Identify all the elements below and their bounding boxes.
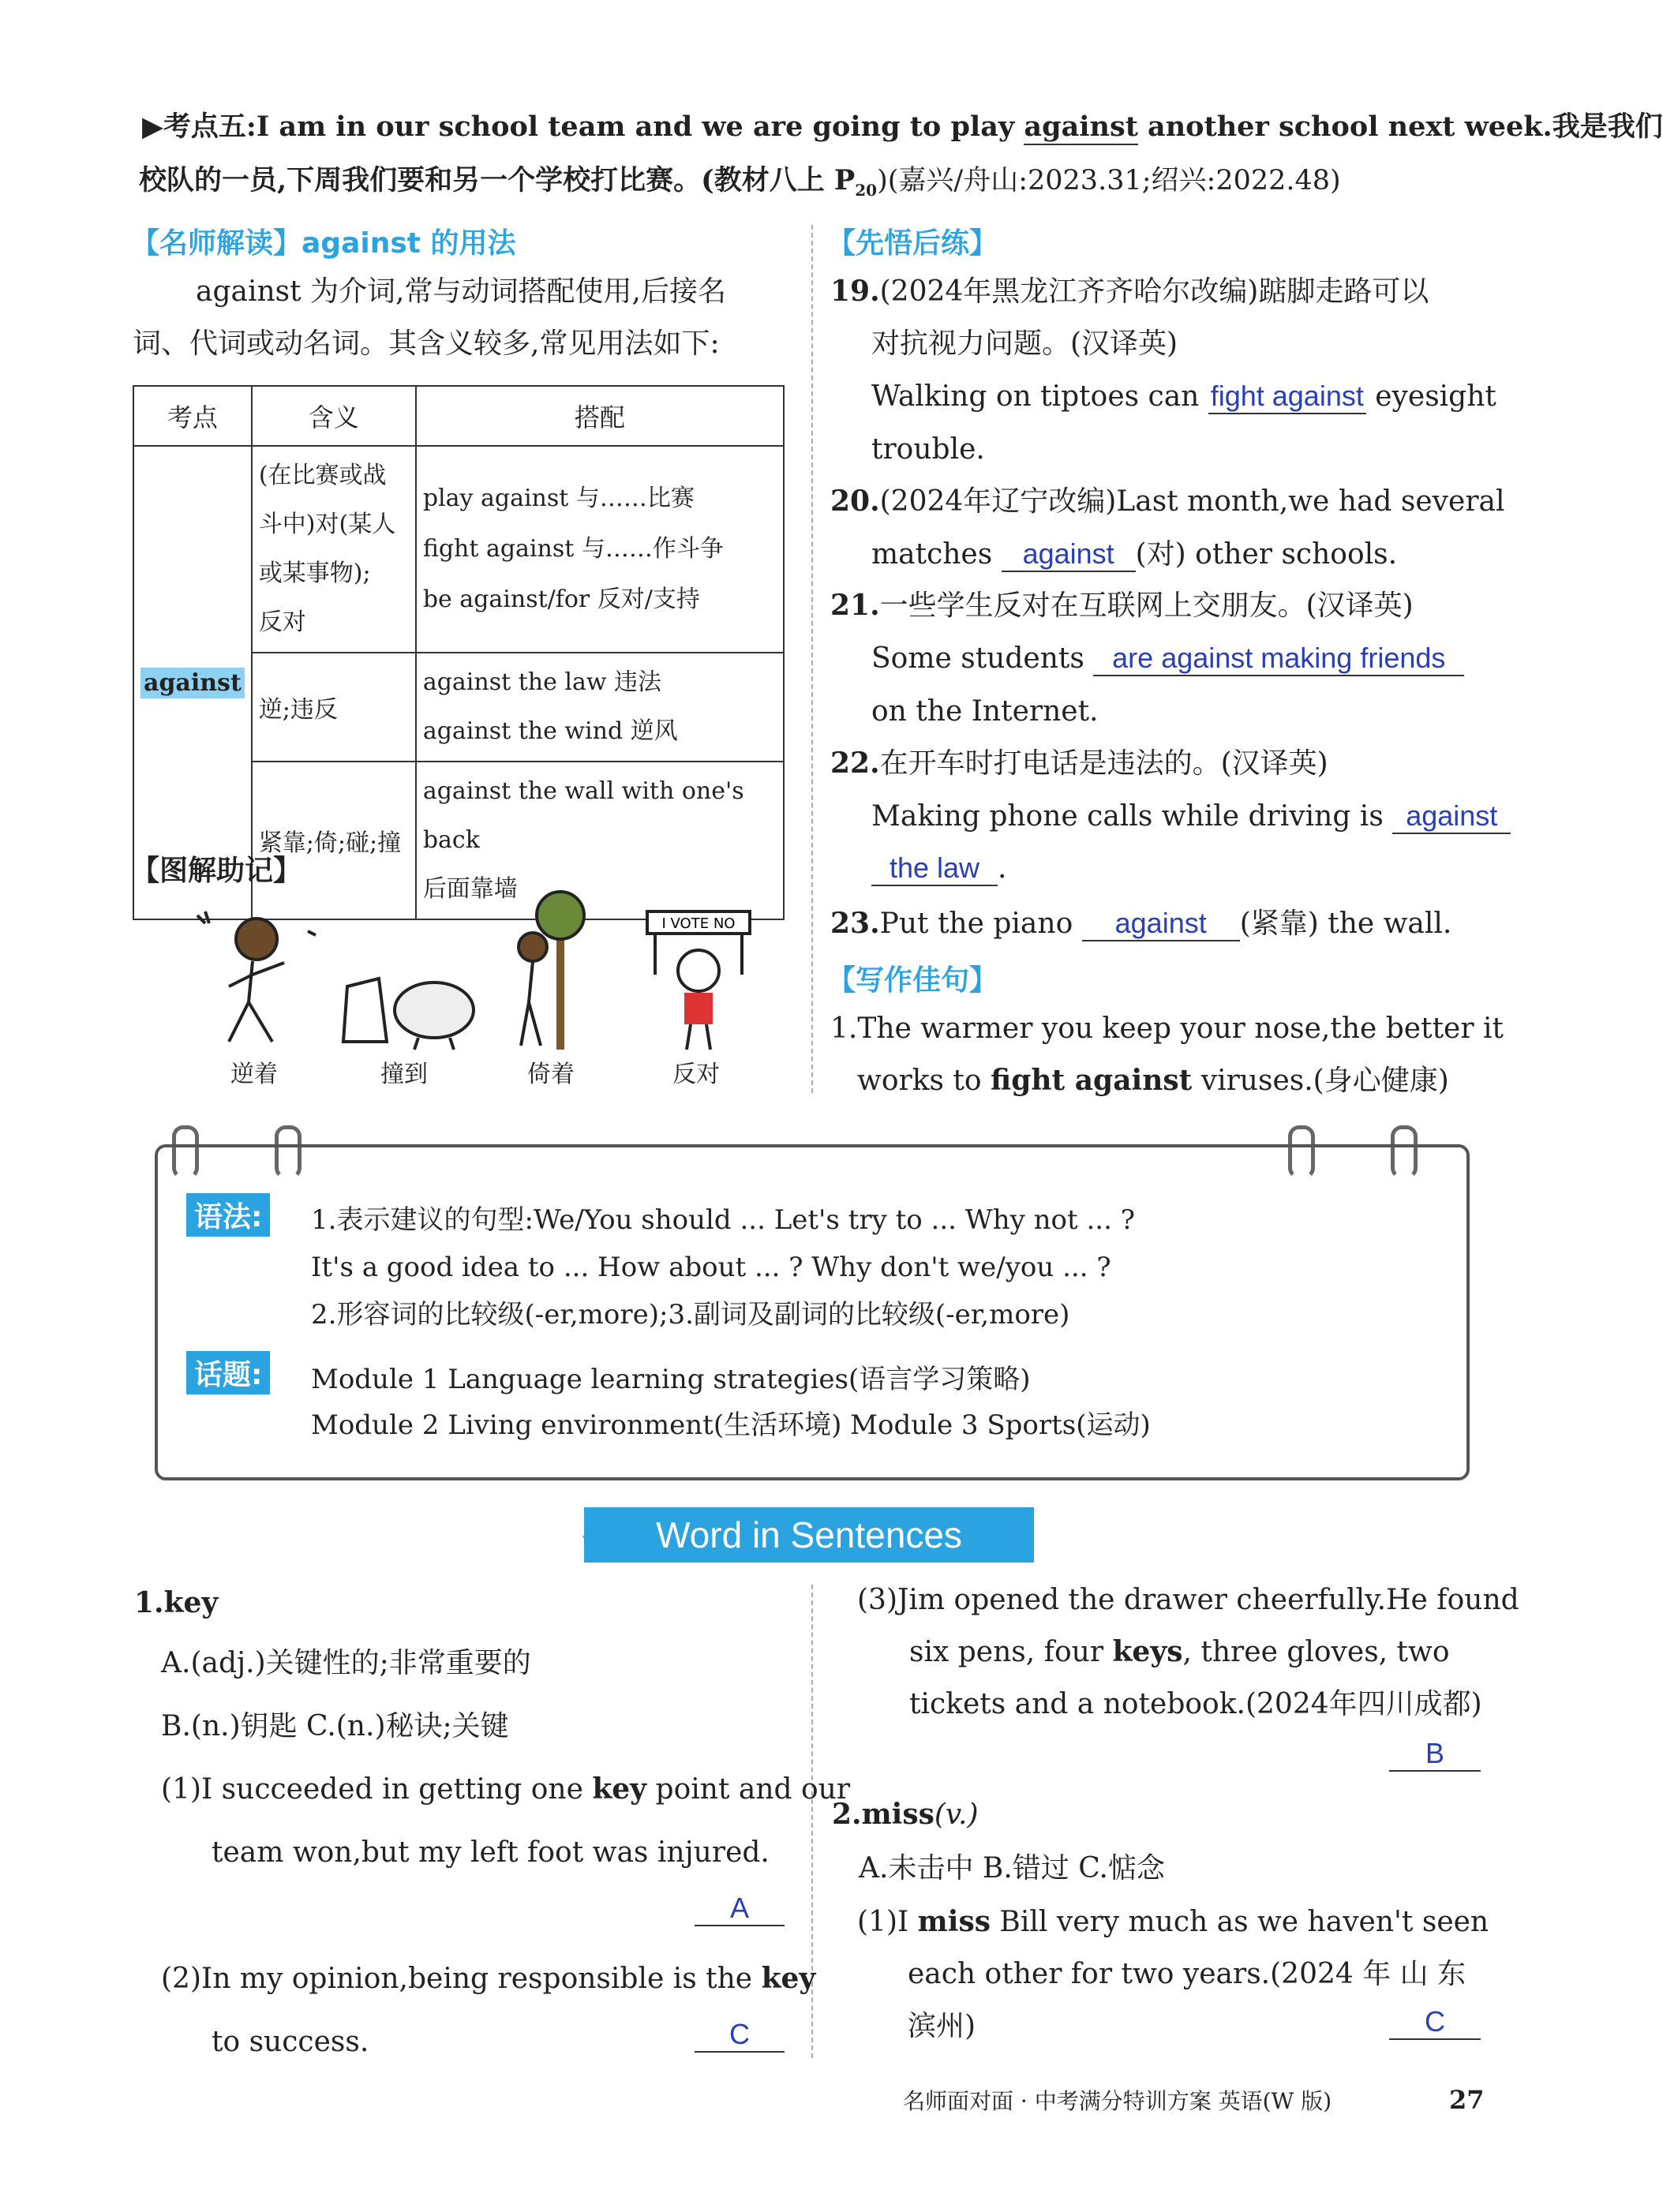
diamond-icon: ◆ — [582, 1521, 601, 1549]
topic-tag: 话题: — [186, 1351, 270, 1394]
topic-line1: Module 1 Language learning strategies(语言学习策略) — [311, 1364, 1031, 1395]
q21-answer: are against making friends — [1093, 641, 1464, 676]
word2-title: 2.miss(v.) — [832, 1798, 979, 1831]
q22-line3: the law . — [871, 851, 1006, 886]
word1-s2-answer: C — [695, 2017, 785, 2053]
word1-s3: (3)Jim opened the drawer cheerfully.He found — [857, 1584, 1519, 1616]
q22-answer-1: against — [1392, 799, 1511, 834]
grammar-line3: 2.形容词的比较级(-er,more);3.副词及副词的比较级(-er,more) — [311, 1299, 1070, 1331]
word2-s1: (1)I miss Bill very much as we haven't seen — [857, 1905, 1489, 1938]
word2-s1-line2: each other for two years.(2024 年 山 东 — [908, 1958, 1466, 1990]
word1-s2: (2)In my opinion,being responsible is the key — [161, 1962, 816, 1995]
word2-opts: A.未击中 B.错过 C.惦念 — [859, 1852, 1165, 1885]
q22-line2: Making phone calls while driving is against — [871, 799, 1511, 834]
topic-line2: Module 2 Living environment(生活环境) Module 3 Sports(运动) — [311, 1409, 1151, 1441]
word2-s1-line3: 滨州) — [908, 2010, 976, 2042]
tujie-label: 倚着 — [527, 1061, 575, 1088]
jiedu-p2: 词、代词或动名词。其含义较多,常见用法如下: — [133, 327, 720, 360]
xianwu-header: 【先悟后练】 — [827, 227, 998, 260]
word1-s1-answer: A — [695, 1891, 785, 1926]
q21: 21.一些学生反对在互联网上交朋友。(汉译英) — [830, 589, 1414, 622]
q22-answer-2: the law — [871, 851, 998, 886]
column-divider — [811, 225, 813, 1093]
footer-text: 名师面对面 · 中考满分特训方案 英语(W 版) — [903, 2088, 1332, 2114]
section-banner: Word in Sentences — [584, 1507, 1034, 1563]
word2-s1-answer: C — [1389, 2004, 1481, 2040]
grammar-line1: 1.表示建议的句型:We/You should ... Let's try to ... Why not ... ? — [311, 1204, 1135, 1236]
figure-bumping — [343, 979, 474, 1050]
word1-opt-bc: B.(n.)钥匙 C.(n.)秘诀;关键 — [161, 1710, 509, 1742]
xiezuo-line1: 1.The warmer you keep your nose,the better it — [830, 1012, 1504, 1045]
word1-s2-line2: to success. — [212, 2026, 369, 2058]
q19: 19.(2024年黑龙江齐齐哈尔改编)踮脚走路可以 — [830, 275, 1429, 308]
grammar-line2: It's a good idea to ... How about ... ? Why don't we/you ... ? — [311, 1252, 1111, 1283]
q23-answer: against — [1082, 906, 1240, 941]
grammar-tag: 语法: — [186, 1193, 270, 1237]
q20: 20.(2024年辽宁改编)Last month,we had several — [830, 485, 1505, 518]
q21-line3: on the Internet. — [871, 695, 1099, 728]
table-cell: 逆;违反 — [252, 653, 416, 762]
tujie-label: 撞到 — [380, 1061, 428, 1088]
q22: 22.在开车时打电话是违法的。(汉译英) — [830, 747, 1328, 780]
jiedu-p1: against 为介词,常与动词搭配使用,后接名 — [196, 275, 726, 308]
q21-line2: Some students are against making friends — [871, 641, 1464, 676]
q19-line3: Walking on tiptoes can fight against eyesight — [871, 379, 1496, 414]
tujie-label: 逆着 — [230, 1061, 278, 1088]
page-number: 27 — [1449, 2085, 1485, 2115]
tujie-header: 【图解助记】 — [131, 855, 302, 887]
figure-protesting — [647, 911, 750, 1050]
word1-s3-line3: tickets and a notebook.(2024年四川成都) — [909, 1688, 1482, 1720]
q20-line2: matches against (对) other schools. — [871, 537, 1397, 572]
word1-s3-line2: six pens, four keys, three gloves, two — [909, 1635, 1450, 1668]
jiedu-header: 【名师解读】against 的用法 — [131, 227, 516, 260]
word1-title: 1.key — [134, 1586, 219, 1619]
table-header: 含义 — [252, 386, 416, 446]
word1-s1: (1)I succeeded in getting one key point and our — [161, 1772, 851, 1806]
figure-walking — [197, 911, 316, 1042]
xiezuo-line2: works to fight against viruses.(身心健康) — [857, 1064, 1449, 1097]
word1-s3-answer: B — [1389, 1736, 1481, 1772]
q19-line4: trouble. — [871, 433, 985, 466]
tujie-label: 反对 — [672, 1061, 720, 1088]
kaodian-line1: ▶考点五:I am in our school team and we are going to play against another school next week.我是我们 — [142, 110, 1663, 145]
kaodian-line2: 校队的一员,下周我们要和另一个学校打比赛。(教材八上 $P_{20}$)(嘉兴/舟山:2023.31;绍兴:2022.48) — [139, 164, 1341, 200]
illustration — [182, 900, 773, 1057]
table-header: 考点 — [133, 386, 252, 446]
q19-answer: fight against — [1208, 379, 1366, 414]
q23: 23.Put the piano against (紧靠) the wall. — [830, 906, 1451, 941]
diamond-icon: ◆ — [1015, 1521, 1034, 1549]
table-header: 搭配 — [416, 386, 784, 446]
xiezuo-header: 【写作佳句】 — [827, 964, 998, 997]
keyword-highlight: against — [140, 668, 245, 698]
sign-text: I VOTE NO — [661, 915, 736, 932]
usage-table: 考点 含义 搭配 against (在比赛或战 斗中)对(某人 或某事物); 反对 play against 与……比赛 fight against 与……作斗争 be against/for 反对/支持 逆;违反 against the law 违法 against the wind 逆风 紧靠;倚;碰;撞 against the wall with one's back 后面靠墙 — [133, 385, 785, 920]
q20-answer: against — [1002, 537, 1136, 572]
table-cell: 紧靠;倚;碰;撞 — [252, 762, 416, 919]
word1-opt-a: A.(adj.)关键性的;非常重要的 — [161, 1647, 531, 1679]
word1-s1-line2: team won,but my left foot was injured. — [212, 1836, 770, 1869]
q19-line2: 对抗视力问题。(汉译英) — [871, 327, 1178, 360]
figure-leaning — [519, 892, 584, 1050]
